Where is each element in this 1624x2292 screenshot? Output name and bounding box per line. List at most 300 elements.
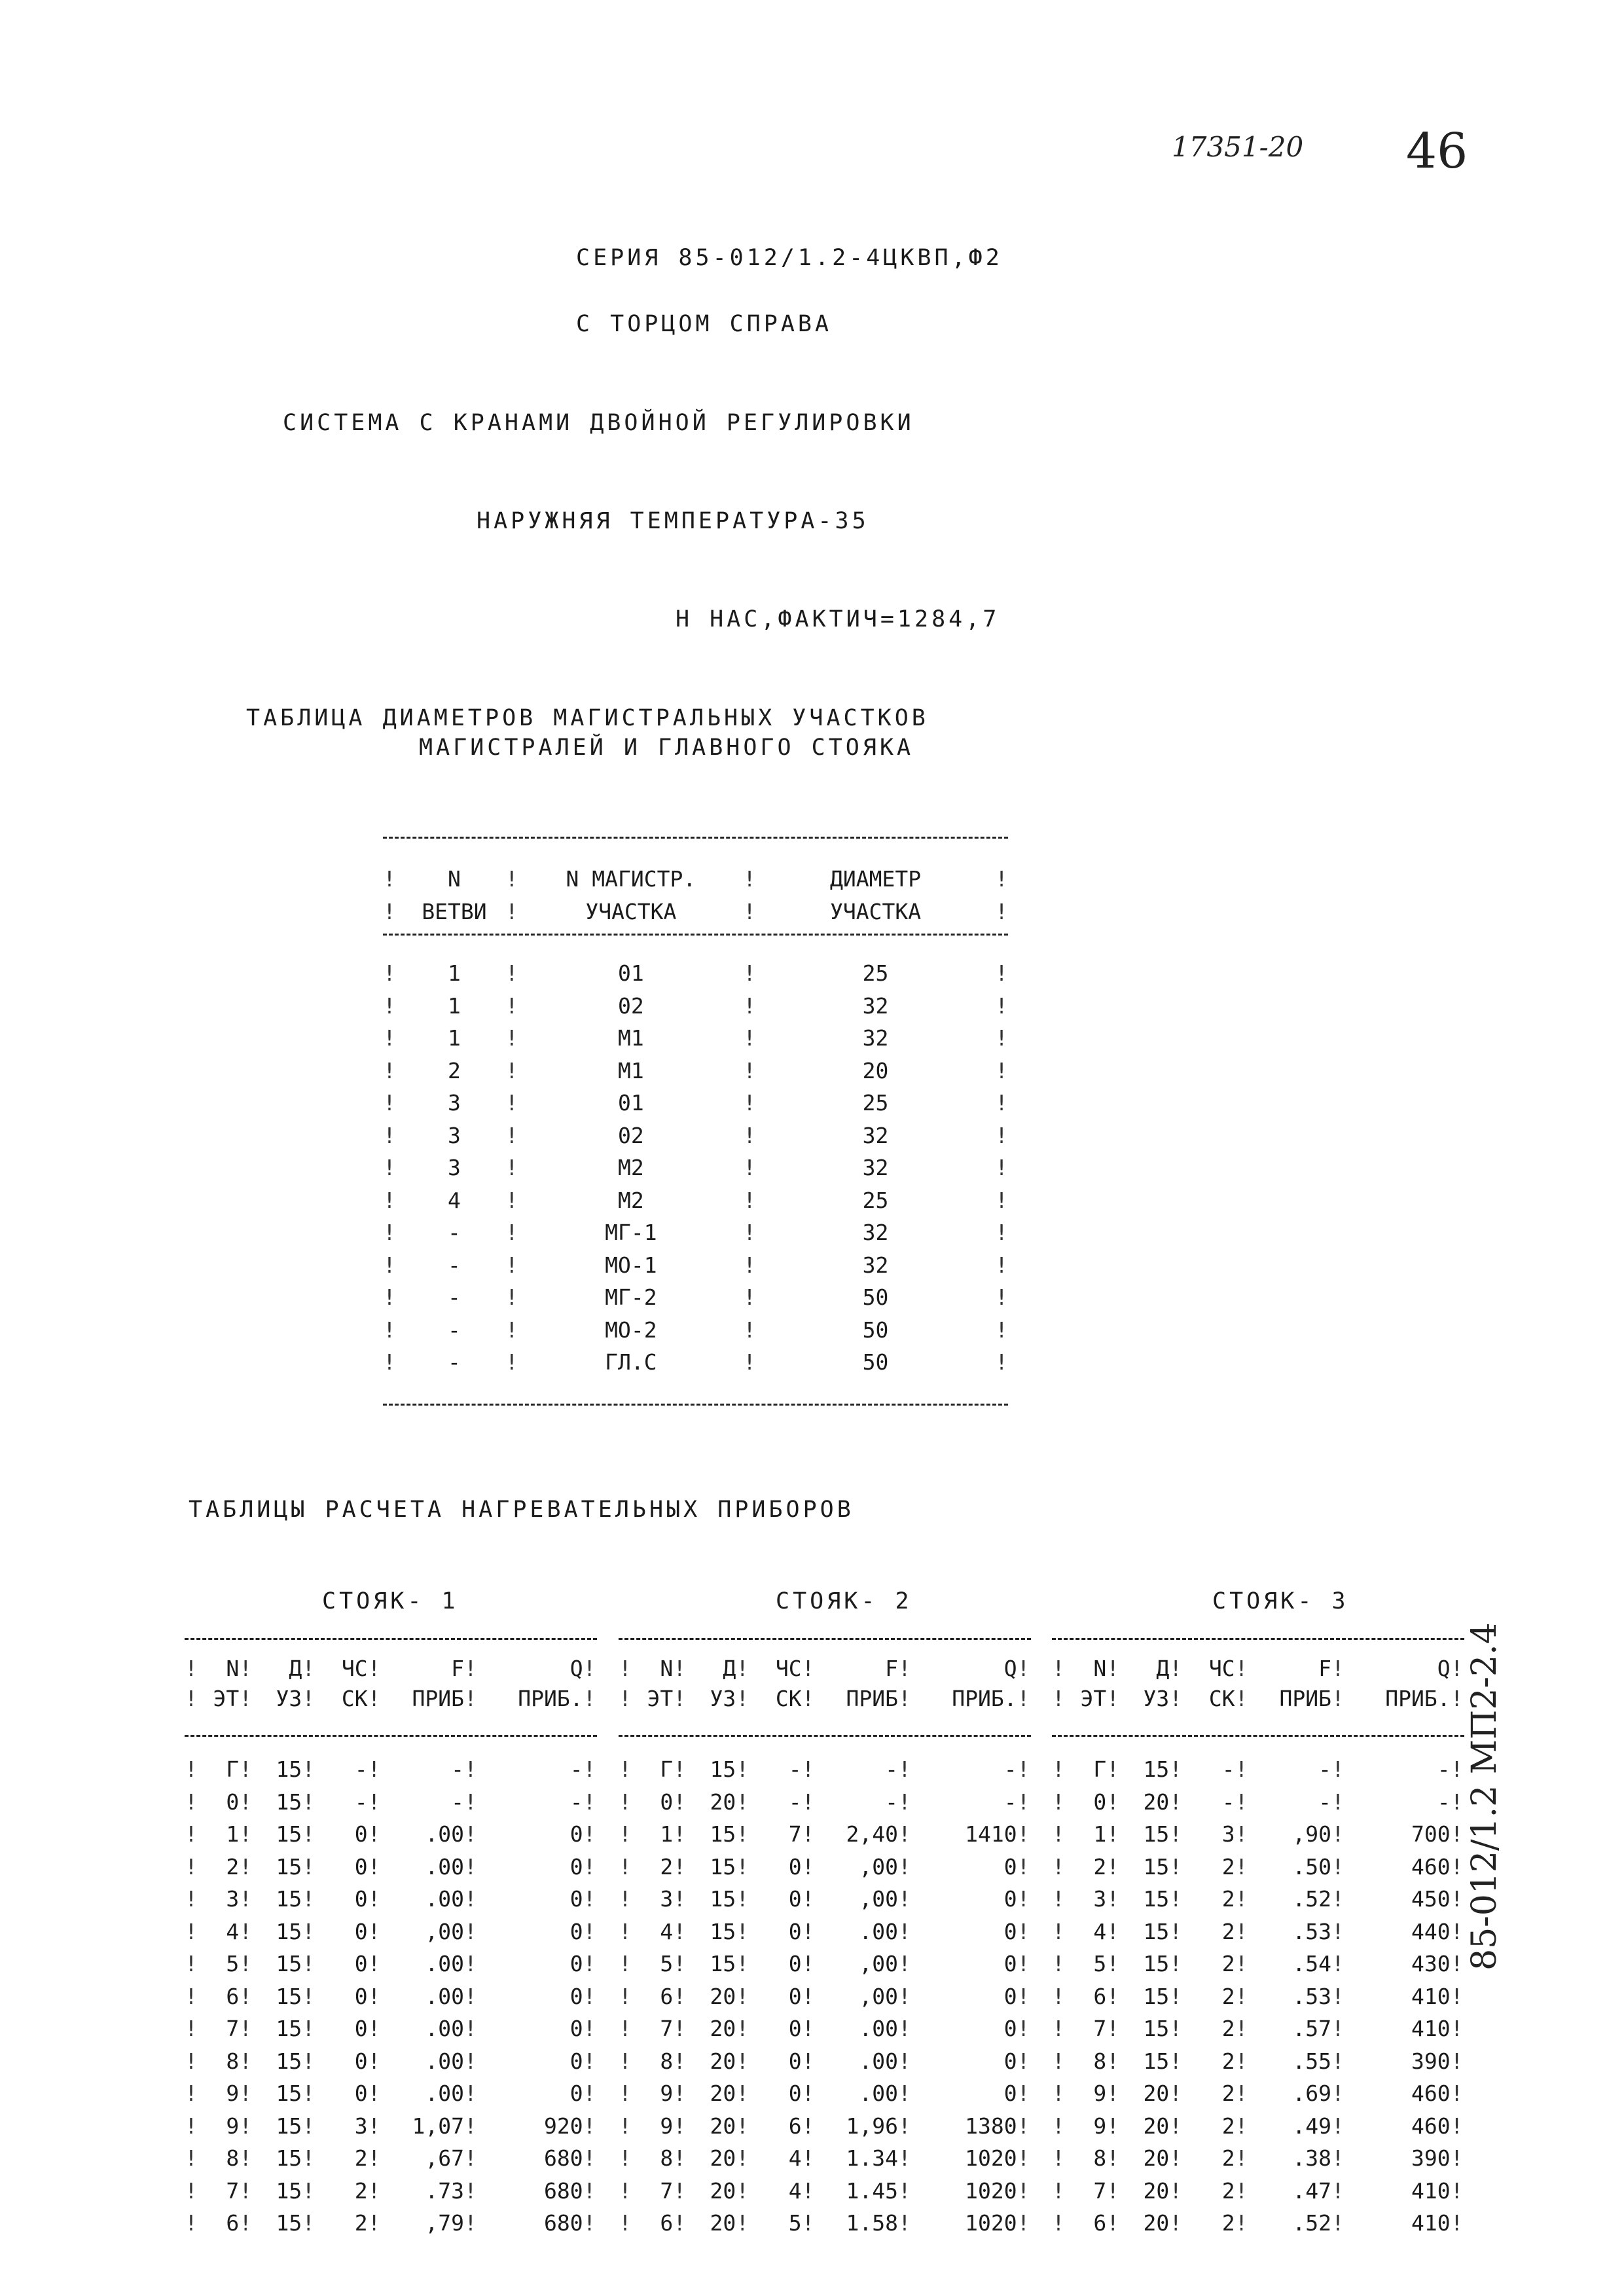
- doc-number: 17351-20: [1172, 131, 1304, 163]
- table-separator: !: [302, 2177, 316, 2204]
- floor-cell: 9: [660, 2113, 674, 2139]
- sections-cell: 2: [1221, 1918, 1235, 1944]
- table-separator: !: [673, 2210, 687, 2236]
- floor-cell: 1: [660, 1821, 674, 1847]
- table-separator: !: [464, 1756, 477, 1782]
- table-separator: !: [1450, 1789, 1464, 1815]
- table-separator: !: [1017, 1656, 1030, 1681]
- table-separator: !: [619, 2048, 632, 2074]
- table-separator: !: [367, 1789, 381, 1815]
- heat-cell: 1380: [965, 2113, 1017, 2139]
- table-separator: !: [583, 1656, 596, 1681]
- diameter-cell: 32: [862, 1122, 889, 1148]
- table-row: [1052, 1753, 1464, 1786]
- heat-cell: 680: [544, 2210, 583, 2236]
- table-separator: !: [185, 2113, 198, 2139]
- heat-cell: 0: [1003, 1918, 1017, 1944]
- table-separator: !: [1450, 2177, 1464, 2204]
- diameter-cell: 32: [862, 992, 889, 1019]
- node-cell: 15: [1143, 1853, 1170, 1880]
- table-separator: !: [239, 1951, 253, 1976]
- section-cell: М1: [617, 1057, 644, 1083]
- table-separator: !: [1331, 1656, 1344, 1681]
- section-cell: 01: [617, 960, 644, 986]
- pressure-line: Н НАС,ФАКТИЧ=1284,7: [676, 606, 1000, 632]
- table-separator: !: [1235, 1918, 1248, 1944]
- table-row: [1052, 2045, 1464, 2078]
- node-cell: 20: [710, 2145, 736, 2171]
- table-separator: !: [583, 1853, 596, 1880]
- table-separator: !: [995, 1252, 1008, 1278]
- table-separator: !: [1331, 2048, 1344, 2074]
- table-row: [619, 2207, 1031, 2240]
- table-separator: !: [302, 2016, 316, 2041]
- node-cell: 20: [710, 2210, 736, 2236]
- table-separator: !: [995, 1349, 1008, 1375]
- node-cell: 20: [1143, 2210, 1170, 2236]
- sections-cell: 0: [788, 1983, 802, 2009]
- table-separator: !: [239, 2016, 253, 2041]
- table-row: [185, 1818, 597, 1851]
- table-separator: !: [583, 1789, 596, 1815]
- floor-cell: 0: [1093, 1789, 1107, 1815]
- hdr-chs: ЧС: [341, 1656, 368, 1681]
- table-separator: !: [464, 1656, 477, 1681]
- table-separator: !: [743, 1122, 757, 1148]
- hdr-f: ПРИБ: [1279, 1686, 1332, 1711]
- node-cell: 15: [276, 1886, 302, 1912]
- table-separator: !: [383, 1284, 396, 1310]
- table-row: [185, 2175, 597, 2208]
- table-separator: !: [619, 2210, 632, 2236]
- table-separator: !: [743, 960, 757, 986]
- table-row: [185, 2207, 597, 2240]
- table-separator: !: [736, 2081, 749, 2106]
- heat-cell: 460: [1411, 1853, 1451, 1880]
- table-separator: !: [1169, 1789, 1183, 1815]
- table-separator: !: [367, 1983, 381, 2009]
- table-row: [1052, 1851, 1464, 1883]
- table-separator: !: [1106, 2210, 1120, 2236]
- floor-cell: 3: [226, 1886, 240, 1912]
- sections-cell: 2: [1221, 1886, 1235, 1912]
- col-branch-line1: N: [448, 866, 461, 892]
- table-separator: !: [801, 1918, 815, 1944]
- table-separator: !: [505, 1057, 518, 1083]
- table-separator: !: [505, 1252, 518, 1278]
- table-separator: !: [1169, 1951, 1183, 1976]
- table-separator: !: [1235, 1686, 1248, 1711]
- floor-cell: 5: [226, 1951, 240, 1976]
- table-row: [1052, 1948, 1464, 1980]
- node-cell: 20: [710, 2081, 736, 2106]
- heat-cell: 920: [544, 2113, 583, 2139]
- table-separator: !: [464, 1686, 477, 1711]
- node-cell: 15: [710, 1756, 736, 1782]
- table-separator: !: [1450, 1951, 1464, 1976]
- col-diameter-line1: ДИАМЕТР: [830, 866, 922, 892]
- table-row: [619, 1851, 1031, 1883]
- col-section-line1: N МАГИСТР.: [566, 866, 696, 892]
- floor-cell: 4: [1093, 1918, 1107, 1944]
- sections-cell: 3: [354, 2113, 368, 2139]
- table-separator: !: [383, 1122, 396, 1148]
- table-separator: !: [898, 1789, 911, 1815]
- section-cell: МО-1: [605, 1252, 657, 1278]
- table-separator: !: [505, 1284, 518, 1310]
- floor-cell: 6: [660, 2210, 674, 2236]
- sections-cell: 0: [354, 1886, 368, 1912]
- table-separator: !: [239, 2210, 253, 2236]
- branch-cell: -: [448, 1349, 461, 1375]
- table-separator: !: [1331, 2081, 1344, 2106]
- table-separator: !: [185, 1886, 198, 1912]
- floor-cell: 3: [1093, 1886, 1107, 1912]
- table-separator: !: [898, 2113, 911, 2139]
- temperature-line: НАРУЖНЯЯ ТЕМПЕРАТУРА-35: [477, 508, 869, 534]
- floor-cell: 6: [226, 2210, 240, 2236]
- table-separator: !: [995, 960, 1008, 986]
- heat-cell: 1020: [965, 2145, 1017, 2171]
- hdr-d: Д: [723, 1656, 736, 1681]
- stoyak-header-row: [1052, 1684, 1464, 1714]
- sections-cell: 0: [354, 2016, 368, 2041]
- hdr-q: Q: [1003, 1656, 1017, 1681]
- sections-cell: -: [1221, 1756, 1235, 1782]
- table-separator: !: [1052, 2210, 1065, 2236]
- table-separator: !: [1106, 1886, 1120, 1912]
- table-row: [185, 1980, 597, 2013]
- table-separator: !: [736, 1918, 749, 1944]
- table-separator: !: [302, 2113, 316, 2139]
- table-separator: !: [736, 1951, 749, 1976]
- diameter-row: [383, 1346, 1008, 1379]
- table-separator: !: [1052, 2016, 1065, 2041]
- table-separator: !: [995, 1187, 1008, 1213]
- stoyak-title: СТОЯК- 3: [1212, 1588, 1349, 1614]
- sections-cell: 2: [1221, 2177, 1235, 2204]
- heat-cell: -: [1003, 1756, 1017, 1782]
- heat-cell: -: [1437, 1789, 1451, 1815]
- table-separator: !: [1017, 2048, 1030, 2074]
- table-separator: !: [1017, 2081, 1030, 2106]
- table-separator: !: [464, 1951, 477, 1976]
- table-separator: !: [383, 1220, 396, 1245]
- table-separator: !: [736, 2177, 749, 2204]
- table-separator: !: [1169, 2210, 1183, 2236]
- floor-cell: 8: [226, 2145, 240, 2171]
- table-separator: !: [673, 1789, 687, 1815]
- table-row: [185, 2045, 597, 2078]
- sections-cell: 6: [788, 2113, 802, 2139]
- table-separator: !: [367, 2145, 381, 2171]
- stoyak-title: СТОЯК- 1: [322, 1588, 459, 1614]
- table-separator: !: [464, 1983, 477, 2009]
- branch-cell: 1: [448, 1025, 461, 1051]
- hdr-chs: ЧС: [775, 1656, 802, 1681]
- table-separator: !: [185, 1686, 198, 1711]
- node-cell: 20: [710, 1789, 736, 1815]
- heat-cell: 0: [569, 1853, 583, 1880]
- table-separator: !: [583, 2016, 596, 2041]
- table-separator: !: [898, 1918, 911, 1944]
- table-separator: !: [185, 2048, 198, 2074]
- diameter-cell: 50: [862, 1317, 889, 1343]
- heat-cell: 700: [1411, 1821, 1451, 1847]
- table-separator: !: [239, 2048, 253, 2074]
- heat-cell: 390: [1411, 2048, 1451, 2074]
- table-separator: !: [583, 1983, 596, 2009]
- sections-cell: 0: [354, 2081, 368, 2106]
- table-separator: !: [1169, 2048, 1183, 2074]
- table-separator: !: [743, 1187, 757, 1213]
- table-row: [185, 2077, 597, 2110]
- table-separator: !: [1331, 1821, 1344, 1847]
- table-separator: !: [1017, 1686, 1030, 1711]
- sections-cell: 3: [1221, 1821, 1235, 1847]
- table-separator: !: [898, 1886, 911, 1912]
- node-cell: 20: [710, 2177, 736, 2204]
- table-separator: !: [1235, 2210, 1248, 2236]
- table-separator: !: [619, 1756, 632, 1782]
- floor-cell: 1: [226, 1821, 240, 1847]
- table-separator: !: [1450, 1756, 1464, 1782]
- table-separator: !: [239, 2177, 253, 2204]
- table-separator: !: [673, 1656, 687, 1681]
- heat-cell: 460: [1411, 2113, 1451, 2139]
- table-separator: !: [302, 1686, 316, 1711]
- sections-cell: 2: [1221, 2145, 1235, 2171]
- table-separator: !: [736, 1821, 749, 1847]
- table-separator: !: [898, 2210, 911, 2236]
- sections-cell: 0: [354, 1853, 368, 1880]
- table-separator: !: [673, 2016, 687, 2041]
- floor-cell: 8: [660, 2145, 674, 2171]
- floor-cell: 8: [1093, 2145, 1107, 2171]
- area-cell: 1,96: [846, 2113, 899, 2139]
- table-separator: !: [383, 1090, 396, 1116]
- heat-cell: 410: [1411, 2210, 1451, 2236]
- heat-cell: 0: [1003, 2048, 1017, 2074]
- stoyak-header-row: [619, 1684, 1031, 1714]
- heat-cell: 410: [1411, 1983, 1451, 2009]
- sections-cell: 2: [1221, 2016, 1235, 2041]
- table-separator: !: [1169, 1821, 1183, 1847]
- floor-cell: 6: [1093, 1983, 1107, 2009]
- floor-cell: 9: [226, 2113, 240, 2139]
- sections-cell: -: [354, 1756, 368, 1782]
- table-separator: !: [1106, 1983, 1120, 2009]
- table-separator: !: [464, 1789, 477, 1815]
- table-separator: !: [1331, 2016, 1344, 2041]
- table-separator: !: [583, 1951, 596, 1976]
- table-separator: !: [1106, 2016, 1120, 2041]
- table-separator: !: [995, 992, 1008, 1019]
- diameter-row: [383, 1216, 1008, 1249]
- table-separator: !: [1106, 1789, 1120, 1815]
- table-separator: !: [1052, 2113, 1065, 2139]
- floor-cell: 4: [660, 1918, 674, 1944]
- table-separator: !: [185, 2081, 198, 2106]
- table-separator: !: [619, 2113, 632, 2139]
- hdr-n: N: [660, 1656, 674, 1681]
- hdr-chs: СК: [341, 1686, 368, 1711]
- node-cell: 15: [276, 2177, 302, 2204]
- table-separator: !: [185, 1756, 198, 1782]
- table-separator: !: [1235, 1951, 1248, 1976]
- table-row: [185, 1916, 597, 1948]
- table-separator: !: [619, 1821, 632, 1847]
- table-separator: !: [1450, 1821, 1464, 1847]
- sections-cell: 4: [788, 2177, 802, 2204]
- table-separator: !: [239, 1686, 253, 1711]
- node-cell: 20: [710, 2048, 736, 2074]
- diameter-row: [383, 990, 1008, 1023]
- table-separator: !: [185, 1951, 198, 1976]
- stoyak-body: [619, 1753, 1031, 2240]
- table-separator: !: [1169, 2113, 1183, 2139]
- table-separator: !: [1017, 2210, 1030, 2236]
- floor-cell: 9: [660, 2081, 674, 2106]
- table-separator: !: [1052, 1656, 1065, 1681]
- table-separator: !: [995, 1155, 1008, 1180]
- table-separator: !: [367, 1686, 381, 1711]
- sections-cell: 0: [354, 1983, 368, 2009]
- area-cell: .52: [1292, 2210, 1332, 2236]
- table-separator: !: [801, 1686, 815, 1711]
- table-separator: !: [801, 1656, 815, 1681]
- hdr-q: Q: [1437, 1656, 1451, 1681]
- table-separator: !: [1052, 1686, 1065, 1711]
- area-cell: -: [885, 1789, 899, 1815]
- table-separator: !: [1052, 2081, 1065, 2106]
- table-separator: !: [619, 1656, 632, 1681]
- floor-cell: 0: [660, 1789, 674, 1815]
- table-separator: !: [185, 1821, 198, 1847]
- sections-cell: -: [354, 1789, 368, 1815]
- table-separator: !: [583, 2210, 596, 2236]
- table-separator: !: [302, 1853, 316, 1880]
- table-separator: !: [239, 1756, 253, 1782]
- table-separator: !: [898, 2016, 911, 2041]
- node-cell: 20: [710, 2016, 736, 2041]
- diameter-cell: 25: [862, 960, 889, 986]
- hdr-f: F: [451, 1656, 465, 1681]
- table-row: [185, 1753, 597, 1786]
- diameter-cell: 20: [862, 1057, 889, 1083]
- sections-cell: 0: [788, 1853, 802, 1880]
- table-separator: !: [383, 1252, 396, 1278]
- table-separator: !: [239, 1821, 253, 1847]
- table-separator: !: [505, 1220, 518, 1245]
- area-cell: .00: [425, 1853, 465, 1880]
- table-separator: !: [1331, 1983, 1344, 2009]
- table-row: [619, 2175, 1031, 2208]
- section-cell: ГЛ.С: [605, 1349, 657, 1375]
- diameter-row: [383, 1087, 1008, 1119]
- table-separator: !: [367, 2113, 381, 2139]
- table-separator: !: [995, 1122, 1008, 1148]
- sections-cell: 0: [788, 1886, 802, 1912]
- table-separator: !: [898, 1951, 911, 1976]
- floor-cell: 6: [226, 1983, 240, 2009]
- diameter-cell: 32: [862, 1220, 889, 1245]
- sections-cell: -: [788, 1756, 802, 1782]
- area-cell: -: [451, 1756, 465, 1782]
- area-cell: 1,07: [412, 2113, 465, 2139]
- floor-cell: 5: [660, 1951, 674, 1976]
- hdr-f: F: [1318, 1656, 1332, 1681]
- table-separator: !: [1017, 1756, 1030, 1782]
- table-separator: !: [1235, 2081, 1248, 2106]
- table-separator: !: [743, 1220, 757, 1245]
- area-cell: .57: [1292, 2016, 1332, 2041]
- table-separator: !: [302, 1756, 316, 1782]
- table-separator: !: [464, 2113, 477, 2139]
- area-cell: -: [885, 1756, 899, 1782]
- table-separator: !: [1450, 1886, 1464, 1912]
- table-row: [1052, 2012, 1464, 2045]
- table-separator: !: [302, 1656, 316, 1681]
- section-cell: 01: [617, 1090, 644, 1116]
- node-cell: 15: [1143, 1821, 1170, 1847]
- table-row: [185, 1851, 597, 1883]
- table-separator: !: [464, 2177, 477, 2204]
- sections-cell: 2: [354, 2145, 368, 2171]
- branch-cell: 3: [448, 1122, 461, 1148]
- sections-cell: 2: [354, 2177, 368, 2204]
- stoyak-header-row: [1052, 1654, 1464, 1684]
- hdr-d: Д: [1156, 1656, 1170, 1681]
- table-separator: !: [1235, 2016, 1248, 2041]
- table-separator: !: [743, 1284, 757, 1310]
- table-separator: !: [619, 1853, 632, 1880]
- diameter-cell: 25: [862, 1090, 889, 1116]
- table-separator: !: [505, 1155, 518, 1180]
- table-separator: !: [1106, 1918, 1120, 1944]
- table-separator: !: [1106, 1951, 1120, 1976]
- node-cell: 15: [1143, 1951, 1170, 1976]
- floor-cell: 0: [226, 1789, 240, 1815]
- col-section-line2: УЧАСТКА: [585, 899, 677, 924]
- page-number: 46: [1406, 123, 1468, 179]
- diameter-row: [383, 1152, 1008, 1184]
- table-separator: !: [673, 2177, 687, 2204]
- table-separator: !: [367, 1756, 381, 1782]
- area-cell: .47: [1292, 2177, 1332, 2204]
- table-separator: !: [743, 992, 757, 1019]
- table-separator: !: [743, 1090, 757, 1116]
- table-separator: !: [383, 1155, 396, 1180]
- floor-cell: 1: [1093, 1821, 1107, 1847]
- table-separator: !: [995, 1025, 1008, 1051]
- area-cell: .53: [1292, 1918, 1332, 1944]
- table-separator: !: [801, 2016, 815, 2041]
- table-separator: !: [673, 1686, 687, 1711]
- sections-cell: 0: [354, 1951, 368, 1976]
- table-separator: !: [505, 1122, 518, 1148]
- sections-cell: 5: [788, 2210, 802, 2236]
- node-cell: 15: [710, 1821, 736, 1847]
- table-separator: !: [505, 992, 518, 1019]
- sections-cell: 0: [788, 2016, 802, 2041]
- floor-cell: 7: [226, 2177, 240, 2204]
- table-separator: !: [1169, 1853, 1183, 1880]
- table-separator: !: [367, 2048, 381, 2074]
- floor-cell: 7: [660, 2177, 674, 2204]
- heat-cell: 0: [569, 1886, 583, 1912]
- table-separator: !: [1017, 1918, 1030, 1944]
